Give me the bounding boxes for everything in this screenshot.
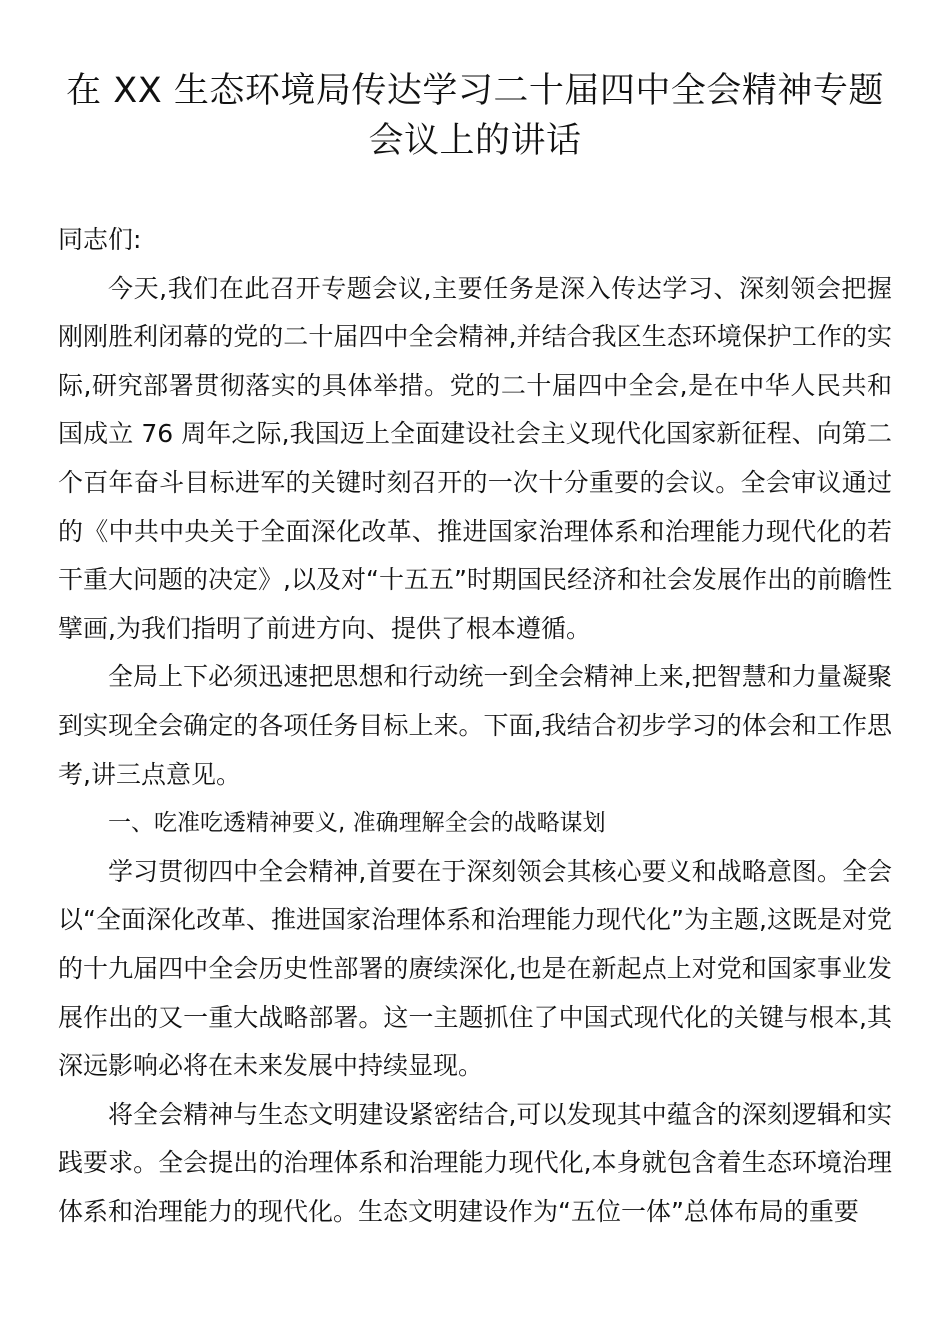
section-heading-one: 一、吃准吃透精神要义, 准确理解全会的战略谋划	[108, 810, 606, 837]
paragraph-intro: 今天,我们在此召开专题会议,主要任务是深入传达学习、深刻领会把握刚刚胜利闭幕的党的二十届四中全会精神,并结合我区生态环境保护工作的实际,研究部署贯彻落实的具体举措。党的二十届四中全会,是在中华人民共和国成立 76 周年之际,我国迈上全面建设社会主义现代化国家新征程、向第二个百年奋斗目标进军的关键时刻召开的一次十分重要的会议。全会审议通过的《中共中央关于全面深化改革、推进国家治理体系和治理能力现代化的若干重大问题的决定》,以及对“十五五”时期国民经济和社会发展作出的前瞻性擘画,为我们指明了前进方向、提供了根本遵循。	[58, 273, 892, 643]
paragraph-section-one-b: 将全会精神与生态文明建设紧密结合,可以发现其中蕴含的深刻逻辑和实践要求。全会提出的治理体系和治理能力现代化,本身就包含着生态环境治理体系和治理能力的现代化。生态文明建设作为“五位一体”总体布局的重要	[58, 1099, 892, 1226]
document-title: 在 XX 生态环境局传达学习二十届四中全会精神专题会议上的讲话	[66, 71, 884, 161]
paragraph-overview: 全局上下必须迅速把思想和行动统一到全会精神上来,把智慧和力量凝聚到实现全会确定的各项任务目标上来。下面,我结合初步学习的体会和工作思考,讲三点意见。	[58, 662, 892, 789]
document-body	[58, 216, 892, 1236]
salutation: 同志们:	[58, 225, 142, 254]
paragraph-section-one-a: 学习贯彻四中全会精神,首要在于深刻领会其核心要义和战略意图。全会以“全面深化改革、推进国家治理体系和治理能力现代化”为主题,这既是对党的十九届四中全会历史性部署的赓续深化,也是在新起点上对党和国家事业发展作出的又一重大战略部署。这一主题抓住了中国式现代化的关键与根本,其深远影响必将在未来发展中持续显现。	[58, 856, 892, 1081]
